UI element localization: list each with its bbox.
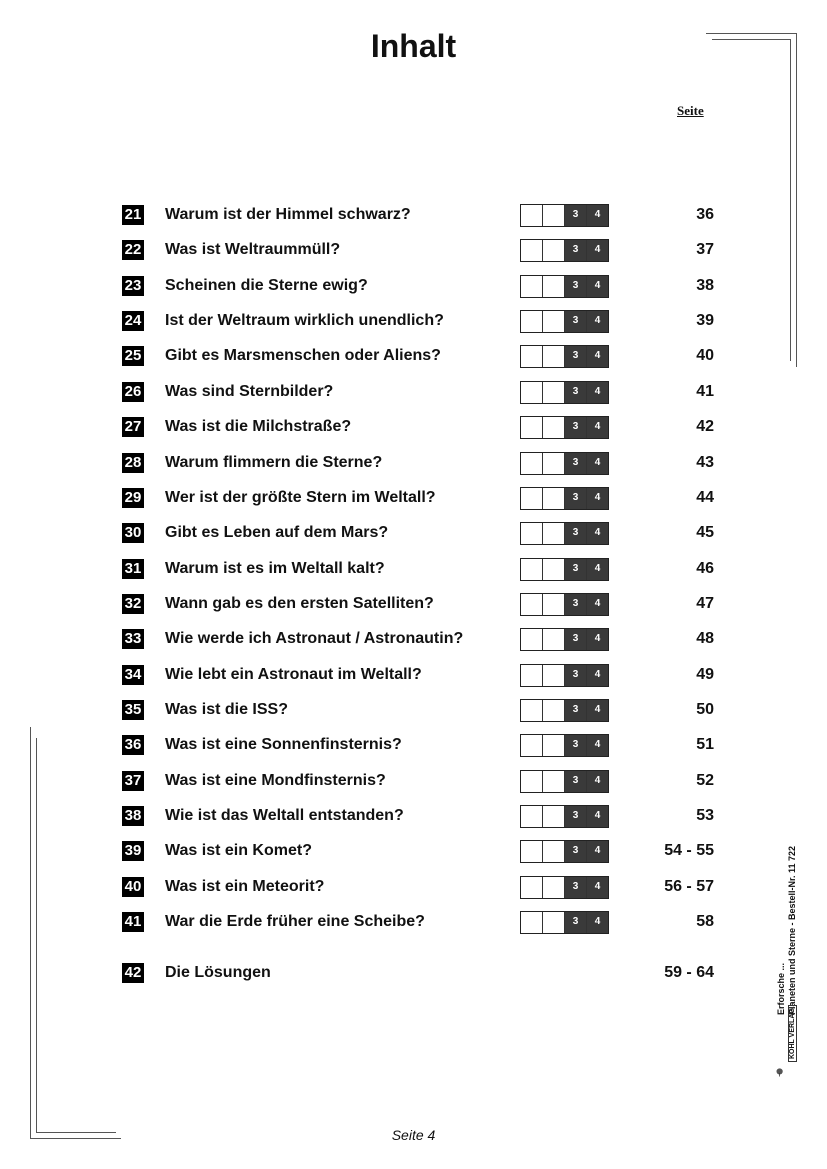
grade-box-4: 4 — [587, 806, 608, 827]
grade-box-empty — [521, 700, 543, 721]
grade-box-empty — [543, 594, 565, 615]
grade-box-3: 3 — [565, 594, 587, 615]
grade-box-3: 3 — [565, 240, 587, 261]
chapter-number-badge: 28 — [122, 453, 144, 473]
frame-bottom-left-v2 — [36, 738, 37, 1133]
grade-box-4: 4 — [587, 877, 608, 898]
grade-level-boxes — [520, 911, 609, 934]
grade-level-boxes — [520, 416, 609, 439]
chapter-page-number: 56 - 57 — [664, 878, 714, 895]
toc-row — [0, 592, 827, 616]
grade-box-4: 4 — [587, 735, 608, 756]
grade-box-empty — [521, 735, 543, 756]
grade-level-boxes — [520, 487, 609, 510]
grade-level-boxes — [520, 558, 609, 581]
chapter-number-badge: 26 — [122, 382, 144, 402]
grade-box-empty — [521, 205, 543, 226]
chapter-title: Wer ist der größte Stern im Weltall? — [165, 489, 436, 506]
chapter-number-badge: 42 — [122, 963, 144, 983]
chapter-number-badge: 40 — [122, 877, 144, 897]
grade-box-4: 4 — [587, 311, 608, 332]
grade-box-empty — [543, 205, 565, 226]
grade-box-4: 4 — [587, 912, 608, 933]
grade-box-empty — [543, 346, 565, 367]
grade-box-3: 3 — [565, 311, 587, 332]
grade-box-3: 3 — [565, 629, 587, 650]
grade-box-4: 4 — [587, 665, 608, 686]
chapter-number-badge: 37 — [122, 771, 144, 791]
chapter-page-number: 41 — [696, 383, 714, 400]
grade-box-empty — [521, 453, 543, 474]
grade-level-boxes — [520, 239, 609, 262]
sidebar-series-line: Erforsche ... — [776, 962, 786, 1015]
chapter-title: Wie werde ich Astronaut / Astronautin? — [165, 630, 464, 647]
chapter-title: Was ist eine Mondfinsternis? — [165, 772, 386, 789]
chapter-number-badge: 36 — [122, 735, 144, 755]
grade-box-3: 3 — [565, 912, 587, 933]
grade-box-empty — [521, 559, 543, 580]
grade-box-4: 4 — [587, 276, 608, 297]
grade-box-empty — [521, 488, 543, 509]
chapter-number-badge: 22 — [122, 240, 144, 260]
publisher-sidebar — [776, 815, 798, 1015]
grade-box-empty — [543, 523, 565, 544]
grade-box-4: 4 — [587, 700, 608, 721]
grade-box-empty — [521, 665, 543, 686]
grade-box-empty — [543, 276, 565, 297]
grade-box-4: 4 — [587, 629, 608, 650]
chapter-number-badge: 34 — [122, 665, 144, 685]
toc-row — [0, 910, 827, 934]
grade-level-boxes — [520, 699, 609, 722]
toc-row — [0, 203, 827, 227]
grade-box-empty — [521, 382, 543, 403]
grade-box-empty — [521, 523, 543, 544]
grade-level-boxes — [520, 628, 609, 651]
chapter-page-number: 37 — [696, 241, 714, 258]
toc-row — [0, 274, 827, 298]
grade-box-3: 3 — [565, 735, 587, 756]
chapter-page-number: 36 — [696, 206, 714, 223]
toc-row — [0, 486, 827, 510]
chapter-title: Was sind Sternbilder? — [165, 383, 334, 400]
toc-row — [0, 380, 827, 404]
chapter-number-badge: 39 — [122, 841, 144, 861]
grade-box-empty — [543, 240, 565, 261]
grade-box-4: 4 — [587, 346, 608, 367]
chapter-page-number: 49 — [696, 666, 714, 683]
grade-box-4: 4 — [587, 559, 608, 580]
grade-box-4: 4 — [587, 417, 608, 438]
grade-box-empty — [543, 912, 565, 933]
chapter-page-number: 52 — [696, 772, 714, 789]
grade-box-empty — [521, 806, 543, 827]
chapter-page-number: 44 — [696, 489, 714, 506]
grade-box-3: 3 — [565, 205, 587, 226]
grade-box-3: 3 — [565, 877, 587, 898]
toc-row — [0, 875, 827, 899]
toc-row — [0, 839, 827, 863]
grade-box-4: 4 — [587, 382, 608, 403]
toc-row — [0, 521, 827, 545]
toc-row — [0, 804, 827, 828]
toc-row — [0, 557, 827, 581]
chapter-number-badge: 38 — [122, 806, 144, 826]
grade-level-boxes — [520, 204, 609, 227]
grade-box-3: 3 — [565, 276, 587, 297]
grade-level-boxes — [520, 734, 609, 757]
grade-box-empty — [521, 771, 543, 792]
chapter-number-badge: 24 — [122, 311, 144, 331]
grade-box-empty — [543, 700, 565, 721]
chapter-title: Was ist Weltraummüll? — [165, 241, 341, 258]
grade-level-boxes — [520, 452, 609, 475]
grade-box-4: 4 — [587, 488, 608, 509]
chapter-title: Ist der Weltraum wirklich unendlich? — [165, 312, 444, 329]
chapter-title: Wie ist das Weltall entstanden? — [165, 807, 404, 824]
page-column-heading: Seite — [677, 103, 704, 118]
grade-box-3: 3 — [565, 346, 587, 367]
chapter-title: Wie lebt ein Astronaut im Weltall? — [165, 666, 422, 683]
toc-row — [0, 663, 827, 687]
chapter-page-number: 59 - 64 — [664, 964, 714, 981]
chapter-number-badge: 31 — [122, 559, 144, 579]
chapter-title: Wann gab es den ersten Satelliten? — [165, 595, 434, 612]
chapter-page-number: 51 — [696, 736, 714, 753]
chapter-title: Warum flimmern die Sterne? — [165, 454, 383, 471]
sidebar-title-line: Planeten und Sterne - Bestell-Nr. 11 722 — [787, 845, 797, 1015]
chapter-title: Was ist die ISS? — [165, 701, 288, 718]
grade-box-empty — [543, 453, 565, 474]
chapter-page-number: 53 — [696, 807, 714, 824]
grade-box-4: 4 — [587, 453, 608, 474]
grade-box-3: 3 — [565, 841, 587, 862]
chapter-number-badge: 35 — [122, 700, 144, 720]
chapter-page-number: 46 — [696, 560, 714, 577]
grade-box-empty — [543, 382, 565, 403]
grade-box-4: 4 — [587, 240, 608, 261]
page-number-footer: Seite 4 — [391, 1127, 436, 1143]
chapter-title: Was ist ein Komet? — [165, 842, 312, 859]
grade-box-3: 3 — [565, 417, 587, 438]
grade-box-4: 4 — [587, 594, 608, 615]
chapter-page-number: 39 — [696, 312, 714, 329]
chapter-title: Gibt es Marsmenschen oder Aliens? — [165, 347, 441, 364]
grade-box-empty — [543, 735, 565, 756]
chapter-number-badge: 25 — [122, 346, 144, 366]
grade-box-empty — [521, 417, 543, 438]
grade-level-boxes — [520, 381, 609, 404]
grade-level-boxes — [520, 805, 609, 828]
chapter-title: Was ist die Milchstraße? — [165, 418, 352, 435]
grade-level-boxes — [520, 593, 609, 616]
grade-level-boxes — [520, 770, 609, 793]
toc-row — [0, 309, 827, 333]
chapter-number-badge: 27 — [122, 417, 144, 437]
grade-box-empty — [543, 841, 565, 862]
grade-box-4: 4 — [587, 205, 608, 226]
grade-box-empty — [521, 841, 543, 862]
grade-level-boxes — [520, 664, 609, 687]
grade-level-boxes — [520, 522, 609, 545]
grade-box-empty — [543, 559, 565, 580]
grade-box-3: 3 — [565, 382, 587, 403]
chapter-title: Was ist ein Meteorit? — [165, 878, 325, 895]
grade-box-empty — [543, 629, 565, 650]
grade-level-boxes — [520, 310, 609, 333]
grade-box-3: 3 — [565, 806, 587, 827]
grade-box-empty — [521, 629, 543, 650]
chapter-title: Warum ist es im Weltall kalt? — [165, 560, 385, 577]
grade-level-boxes — [520, 876, 609, 899]
grade-box-3: 3 — [565, 665, 587, 686]
grade-box-empty — [543, 417, 565, 438]
chapter-title: Gibt es Leben auf dem Mars? — [165, 524, 389, 541]
chapter-title: Scheinen die Sterne ewig? — [165, 277, 368, 294]
grade-box-3: 3 — [565, 771, 587, 792]
grade-level-boxes — [520, 345, 609, 368]
grade-box-3: 3 — [565, 523, 587, 544]
grade-box-4: 4 — [587, 523, 608, 544]
grade-box-empty — [543, 665, 565, 686]
chapter-page-number: 54 - 55 — [664, 842, 714, 859]
chapter-page-number: 38 — [696, 277, 714, 294]
chapter-title: Die Lösungen — [165, 964, 271, 981]
toc-row — [0, 238, 827, 262]
grade-box-empty — [521, 311, 543, 332]
chapter-page-number: 50 — [696, 701, 714, 718]
grade-box-empty — [521, 877, 543, 898]
toc-row — [0, 698, 827, 722]
toc-row — [0, 733, 827, 757]
chapter-page-number: 43 — [696, 454, 714, 471]
chapter-page-number: 47 — [696, 595, 714, 612]
chapter-number-badge: 33 — [122, 629, 144, 649]
grade-box-3: 3 — [565, 559, 587, 580]
grade-box-empty — [543, 311, 565, 332]
toc-row — [0, 415, 827, 439]
chapter-number-badge: 41 — [122, 912, 144, 932]
page-title: Inhalt — [370, 28, 457, 64]
chapter-page-number: 40 — [696, 347, 714, 364]
grade-box-4: 4 — [587, 841, 608, 862]
grade-box-empty — [543, 488, 565, 509]
grade-box-empty — [521, 594, 543, 615]
chapter-number-badge: 32 — [122, 594, 144, 614]
chapter-page-number: 42 — [696, 418, 714, 435]
chapter-number-badge: 29 — [122, 488, 144, 508]
chapter-title: War die Erde früher eine Scheibe? — [165, 913, 425, 930]
publisher-logo-icon — [769, 1066, 791, 1094]
grade-box-3: 3 — [565, 700, 587, 721]
chapter-title: Warum ist der Himmel schwarz? — [165, 206, 411, 223]
grade-box-empty — [543, 877, 565, 898]
chapter-number-badge: 23 — [122, 276, 144, 296]
chapter-title: Was ist eine Sonnenfinsternis? — [165, 736, 402, 753]
chapter-page-number: 58 — [696, 913, 714, 930]
grade-level-boxes — [520, 275, 609, 298]
grade-box-empty — [521, 346, 543, 367]
toc-row — [0, 627, 827, 651]
publisher-name: KOHL VERLAG — [788, 1005, 797, 1062]
grade-box-empty — [521, 912, 543, 933]
grade-box-empty — [543, 806, 565, 827]
chapter-number-badge: 30 — [122, 523, 144, 543]
toc-row — [0, 451, 827, 475]
chapter-page-number: 48 — [696, 630, 714, 647]
grade-box-3: 3 — [565, 453, 587, 474]
grade-box-empty — [521, 276, 543, 297]
grade-box-3: 3 — [565, 488, 587, 509]
grade-level-boxes — [520, 840, 609, 863]
grade-box-empty — [543, 771, 565, 792]
chapter-page-number: 45 — [696, 524, 714, 541]
chapter-number-badge: 21 — [122, 205, 144, 225]
toc-row — [0, 344, 827, 368]
grade-box-4: 4 — [587, 771, 608, 792]
toc-row — [0, 961, 827, 985]
toc-row — [0, 769, 827, 793]
grade-box-empty — [521, 240, 543, 261]
